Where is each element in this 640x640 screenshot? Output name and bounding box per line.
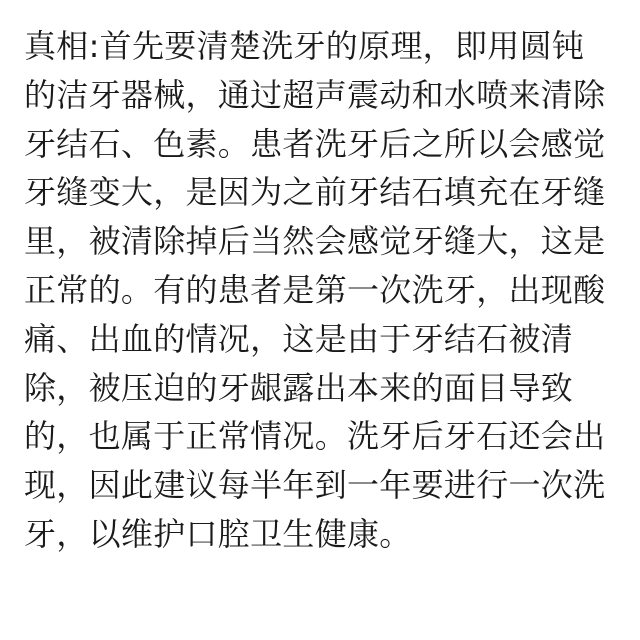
text-line-1: 真相:首先要清楚洗牙的原理，即用圆钝 (24, 27, 585, 65)
text-line-7: 痛、出血的情况，这是由于牙结石被清 (24, 319, 574, 358)
text-line-6: 正常的。有的患者是第一次洗牙，出现酸 (24, 270, 606, 309)
text-line-3: 牙结石、色素。患者洗牙后之所以会感觉 (24, 124, 606, 163)
text-line-11: 牙，以维护口腔卫生健康。 (24, 514, 412, 553)
text-line-5: 里，被清除掉后当然会感觉牙缝大，这是 (24, 222, 606, 261)
text-line-2: 的洁牙器械，通过超声震动和水喷来清除 (24, 75, 606, 114)
text-line-8: 除，被压迫的牙龈露出本来的面目导致 (24, 368, 574, 407)
text-line-9: 的，也属于正常情况。洗牙后牙石还会出 (24, 417, 606, 456)
body-paragraph (24, 22, 624, 559)
text-line-10: 现，因此建议每半年到一年要进行一次洗 (24, 466, 606, 505)
text-line-4: 牙缝变大，是因为之前牙结石填充在牙缝 (24, 173, 606, 212)
